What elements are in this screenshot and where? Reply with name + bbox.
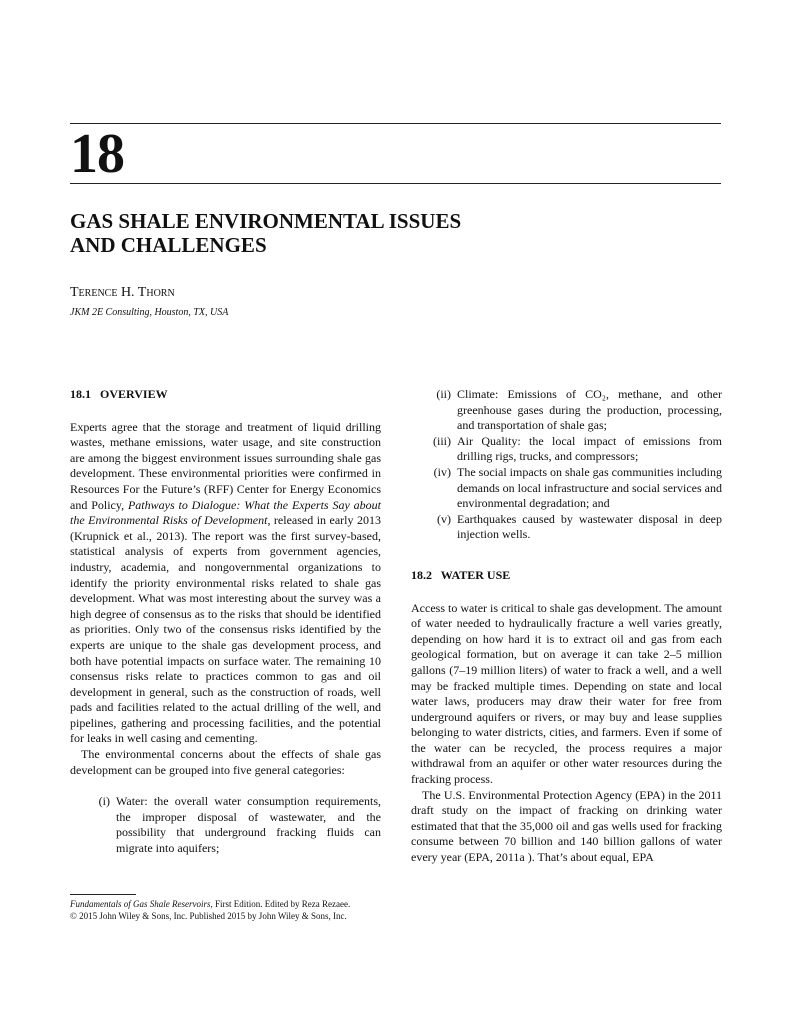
overview-para1-start: Experts agree that the storage and treatment of liquid drilling wastes, methane emissions, water usage, and site construction are among the biggest environment issues surrounding shale gas development. These environmental priorities were confirmed in Resources For the Future’s (RFF) Center for Energy Economics and Policy, (70, 419, 381, 512)
list-item-number: (i) (98, 794, 110, 809)
report-title: Pathways to Dialogue: What the Experts Say about the Environmental Risks of Development (70, 497, 381, 528)
book-edition: , First Edition. Edited by Reza Rezaee. (210, 899, 351, 909)
list-item (411, 512, 722, 543)
top-rule (70, 123, 721, 124)
footnote (70, 898, 470, 922)
water-use-paragraph-2: The U.S. Environmental Protection Agency (EPA) in the 2011 draft study on the impact of fracking on drinking water estimated that that the 35,000 oil and gas wells used for fracking consume between 70 billion and 140 billion gallons of water every year (EPA, 2011a ). That’s about equal, EPA (411, 787, 722, 865)
list-item-text: Water: the overall water consumption requirements, the improper disposal of wastewater, and the possibility that underground fracking fluids can migrate into aquifers; (116, 794, 381, 856)
author-name: Terence H. Thorn (70, 285, 175, 300)
list-item-number: (v) (437, 511, 451, 526)
book-title: Fundamentals of Gas Shale Reservoirs (70, 899, 211, 909)
right-column (411, 387, 722, 866)
left-column (70, 387, 381, 857)
list-item-text: Air Quality: the local impact of emissions from drilling rigs, trucks, and compressors; (457, 433, 722, 464)
list-item-text: The social impacts on shale gas communities including demands on local infrastructure and social services and environmental degradation; and (457, 464, 722, 511)
list-item-number: (iii) (433, 433, 451, 448)
chapter-number: 18 (70, 123, 124, 185)
list-item-text: Earthquakes caused by wastewater disposal in deep injection wells. (457, 511, 722, 542)
overview-paragraph-1 (70, 420, 381, 747)
list-item (411, 387, 722, 434)
author-affiliation: JKM 2E Consulting, Houston, TX, USA (70, 307, 229, 318)
list-item-number: (ii) (436, 387, 451, 401)
overview-para1-end: , released in early 2013 (Krupnick et al., 2013). The report was the first survey-based, statistical analysis of experts from government agencies, industry, academia, and nongovernmental organizations to identify the priority environmental risks related to shale gas development. What was most interesting about the survey was a high degree of consensus as to the risks that should be identified as priorities. Only two of the consensus risks identified by the experts are unique to the shale gas development process, and both have potential impacts on surface water. The remaining 10 consensus risks relate to practices common to gas and oil development in general, such as the construction of roads, well pads and facilities related to the actual drilling of the well, and pipelines, gathering and processing facilities, and the potential for leaks in well casing and cementing. (70, 513, 381, 746)
chapter-title (70, 209, 461, 257)
footnote-rule (70, 894, 136, 895)
section-heading-water-use: 18.2 WATER USE (411, 567, 511, 582)
footnote-copyright: © 2015 John Wiley & Sons, Inc. Published 2015 by John Wiley & Sons, Inc. (70, 911, 347, 921)
list-item (70, 794, 381, 856)
section-heading-overview: 18.1 OVERVIEW (70, 387, 168, 401)
list-item-number: (iv) (433, 464, 451, 479)
list-item (411, 434, 722, 465)
chapter-title-line2: AND CHALLENGES (70, 233, 267, 257)
chapter-title-line1: GAS SHALE ENVIRONMENTAL ISSUES (70, 209, 462, 233)
list-item-text: Climate: Emissions of CO₂, methane, and other greenhouse gases during the production, processing, and transportation of shale gas; (457, 387, 722, 433)
list-item (411, 465, 722, 512)
footnote-line-1 (70, 898, 470, 910)
overview-paragraph-2: The environmental concerns about the effects of shale gas development can be grouped into five general categories: (70, 747, 381, 777)
chapter-rule (70, 183, 721, 184)
water-use-paragraph-1: Access to water is critical to shale gas development. The amount of water needed to hydraulically fracture a well varies greatly, depending on how hard it is to extract oil and gas from each geological formation, but on average it can take 2–5 million gallons (7–19 million liters) of water to frack a well, and a well may be fracked multiple times. Depending on state and local water laws, producers may draw their water for free from underground aquifers or rivers, or may buy and lease supplies belonging to water districts, cities, and farmers. Even if some of the water can be recycled, the process requires a major withdrawal from an aquifer or other water resources during the fracking process. (411, 600, 722, 787)
